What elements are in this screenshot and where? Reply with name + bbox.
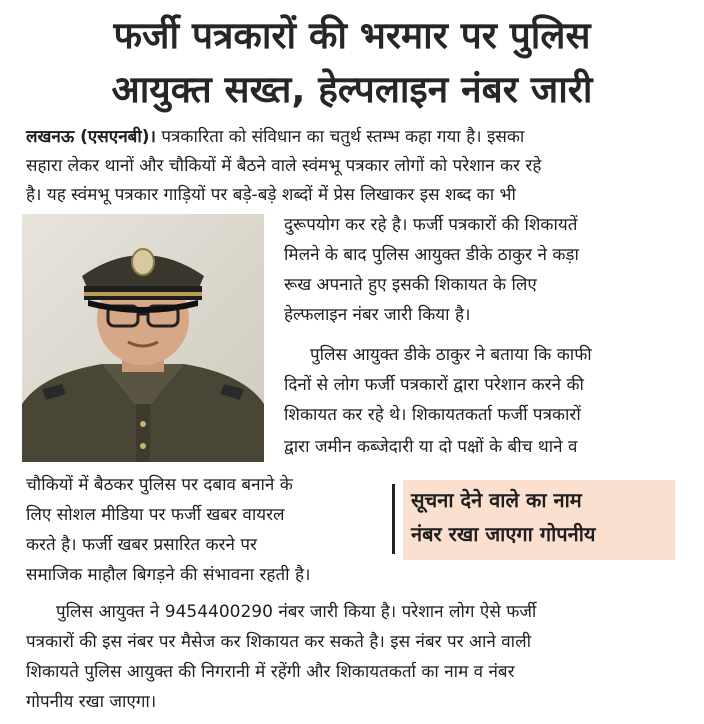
body-line: पुलिस आयुक्त डीके ठाकुर ने बताया कि काफी [310, 345, 592, 365]
body-line: पुलिस आयुक्त ने 9454400290 नंबर जारी किया है। परेशान लोग ऐसे फर्जी [56, 602, 537, 622]
body-line: शिकायते पुलिस आयुक्त की निगरानी में रहेंगी और शिकायतकर्ता का नाम व नंबर [26, 662, 515, 682]
body-line: करते है। फर्जी खबर प्रसारित करने पर [26, 535, 257, 555]
callout-bar [392, 484, 395, 554]
callout-line-2: नंबर रखा जाएगा गोपनीय [411, 522, 596, 546]
body-line: सहारा लेकर थानों और चौकियों में बैठने वाले स्वंमभू पत्रकार लोगों को परेशान कर रहे [26, 156, 542, 176]
headline-line-1: फर्जी पत्रकारों की भरमार पर पुलिस [113, 14, 591, 57]
body-line: दिनों से लोग फर्जी पत्रकारों द्वारा परेशान करने की [284, 375, 584, 395]
body-line: चौकियों में बैठकर पुलिस पर दबाव बनाने के [26, 475, 293, 495]
body-line: गोपनीय रखा जाएगा। [26, 692, 157, 712]
body-line: द्वारा जमीन कब्जेदारी या दो पक्षों के बीच थाने व [284, 437, 578, 457]
officer-photo [22, 214, 264, 462]
body-line: पत्रकारों की इस नंबर पर मैसेज कर शिकायत कर सकते है। इस नंबर पर आने वाली [26, 632, 532, 652]
body-line: शिकायत कर रहे थे। शिकायतकर्ता फर्जी पत्रकारों [284, 405, 581, 425]
body-line [26, 127, 524, 147]
body-line: रूख अपनाते हुए इसकी शिकायत के लिए [284, 275, 537, 295]
callout-box [403, 480, 675, 560]
callout-line-1: सूचना देने वाले का नाम [411, 488, 582, 512]
officer-portrait-illustration [22, 214, 264, 462]
body-line: हेल्फलाइन नंबर जारी किया है। [284, 305, 471, 325]
body-line: समाजिक माहौल बिगड़ने की संभावना रहती है। [26, 565, 311, 585]
body-line: है। यह स्वंमभू पत्रकार गाड़ियों पर बड़े-बड़े शब्दों में प्रेस लिखाकर इस शब्द का भी [26, 185, 516, 205]
body-line: दुरूपयोग कर रहे है। फर्जी पत्रकारों की शिकायतें [284, 215, 578, 235]
body-line-text: पत्रकारिता को संविधान का चतुर्थ स्तम्भ कहा गया है। इसका [161, 127, 525, 147]
body-line: मिलने के बाद पुलिस आयुक्त डीके ठाकुर ने कड़ा [284, 245, 579, 265]
body-line: लिए सोशल मीडिया पर फर्जी खबर वायरल [26, 505, 285, 525]
headline-line-2: आयुक्त सख्त, हेल्पलाइन नंबर जारी [111, 68, 593, 111]
dateline: लखनऊ (एसएनबी)। [26, 127, 156, 147]
